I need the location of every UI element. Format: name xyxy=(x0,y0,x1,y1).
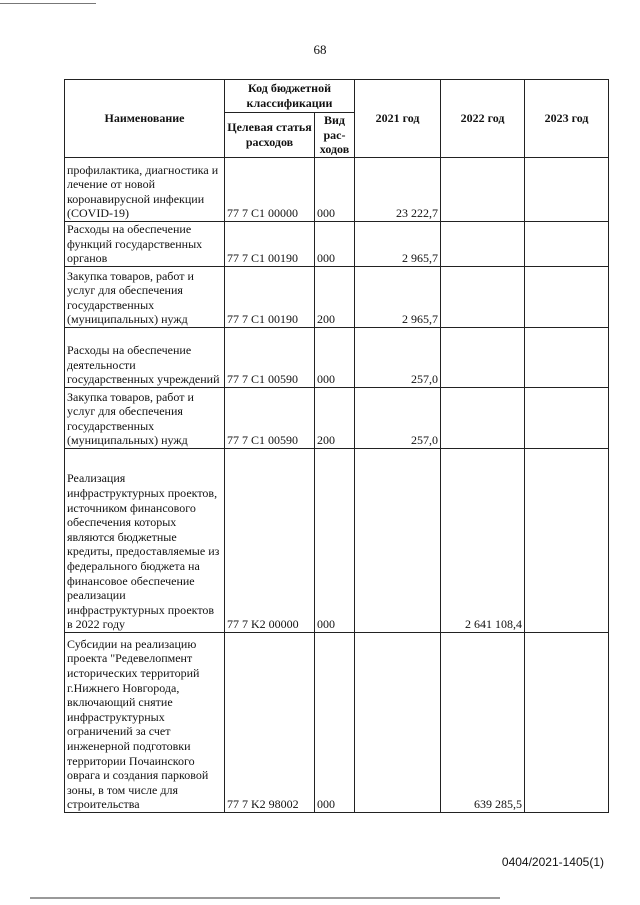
header-expense-type: Вид рас- ходов xyxy=(315,113,355,158)
row-2021: 2 965,7 xyxy=(355,222,441,267)
row-name: Субсидии на реализацию проекта "Редевелопмент исторических территорий г.Нижнего Новгорода, включающий снятие инфраструктурных ограничений за счет инженерной подготовки территории Почаинского оврага и создания парковой зоны, в том числе для строительства xyxy=(65,633,225,813)
row-type: 000 xyxy=(315,633,355,813)
row-2022 xyxy=(441,222,525,267)
row-2021 xyxy=(355,633,441,813)
row-2023 xyxy=(525,158,609,222)
row-2022 xyxy=(441,328,525,388)
row-type: 000 xyxy=(315,158,355,222)
row-code: 77 7 C1 00590 xyxy=(225,388,315,449)
row-2022 xyxy=(441,388,525,449)
row-type: 000 xyxy=(315,449,355,633)
table-row xyxy=(65,388,609,449)
row-code: 77 7 C1 00190 xyxy=(225,267,315,328)
row-2022: 639 285,5 xyxy=(441,633,525,813)
row-2021: 23 222,7 xyxy=(355,158,441,222)
row-2023 xyxy=(525,449,609,633)
row-2021 xyxy=(355,449,441,633)
scan-artifact-top xyxy=(0,3,96,4)
header-name: Наименование xyxy=(65,80,225,158)
header-2023: 2023 год xyxy=(525,80,609,158)
table-row xyxy=(65,267,609,328)
row-2021: 257,0 xyxy=(355,328,441,388)
row-name: Реализация инфраструктурных проектов, источником финансового обеспечения которых являются бюджетные кредиты, предоставляемые из федерального бюджета на финансовое обеспечение реализации инфраструктурных проектов в 2022 году xyxy=(65,449,225,633)
budget-table xyxy=(64,79,609,813)
scan-artifact-bottom xyxy=(30,897,500,899)
row-2023 xyxy=(525,388,609,449)
row-name: профилактика, диагностика и лечение от новой коронавирусной инфекции (COVID-19) xyxy=(65,158,225,222)
header-2022: 2022 год xyxy=(441,80,525,158)
table-row xyxy=(65,633,609,813)
row-2023 xyxy=(525,633,609,813)
header-target-article: Целевая статья расходов xyxy=(225,113,315,158)
row-type: 200 xyxy=(315,388,355,449)
row-code: 77 7 C1 00590 xyxy=(225,328,315,388)
row-code: 77 7 K2 00000 xyxy=(225,449,315,633)
header-code-group: Код бюджетной классификации xyxy=(225,80,355,113)
row-name: Расходы на обеспечение функций государственных органов xyxy=(65,222,225,267)
row-code: 77 7 K2 98002 xyxy=(225,633,315,813)
row-2021: 257,0 xyxy=(355,388,441,449)
row-2022: 2 641 108,4 xyxy=(441,449,525,633)
header-2021: 2021 год xyxy=(355,80,441,158)
row-2023 xyxy=(525,328,609,388)
header-row-top xyxy=(65,80,609,113)
row-name: Расходы на обеспечение деятельности государственных учреждений xyxy=(65,328,225,388)
row-2022 xyxy=(441,158,525,222)
row-code: 77 7 C1 00000 xyxy=(225,158,315,222)
table-row xyxy=(65,158,609,222)
row-2023 xyxy=(525,222,609,267)
page-number: 68 xyxy=(313,42,327,57)
table-row xyxy=(65,222,609,267)
row-2021: 2 965,7 xyxy=(355,267,441,328)
row-type: 000 xyxy=(315,222,355,267)
document-code: 0404/2021-1405(1) xyxy=(501,855,604,869)
row-type: 000 xyxy=(315,328,355,388)
row-name: Закупка товаров, работ и услуг для обеспечения государственных (муниципальных) нужд xyxy=(65,267,225,328)
row-code: 77 7 C1 00190 xyxy=(225,222,315,267)
row-name: Закупка товаров, работ и услуг для обеспечения государственных (муниципальных) нужд xyxy=(65,388,225,449)
table-row xyxy=(65,449,609,633)
row-type: 200 xyxy=(315,267,355,328)
row-2023 xyxy=(525,267,609,328)
row-2022 xyxy=(441,267,525,328)
table-row xyxy=(65,328,609,388)
